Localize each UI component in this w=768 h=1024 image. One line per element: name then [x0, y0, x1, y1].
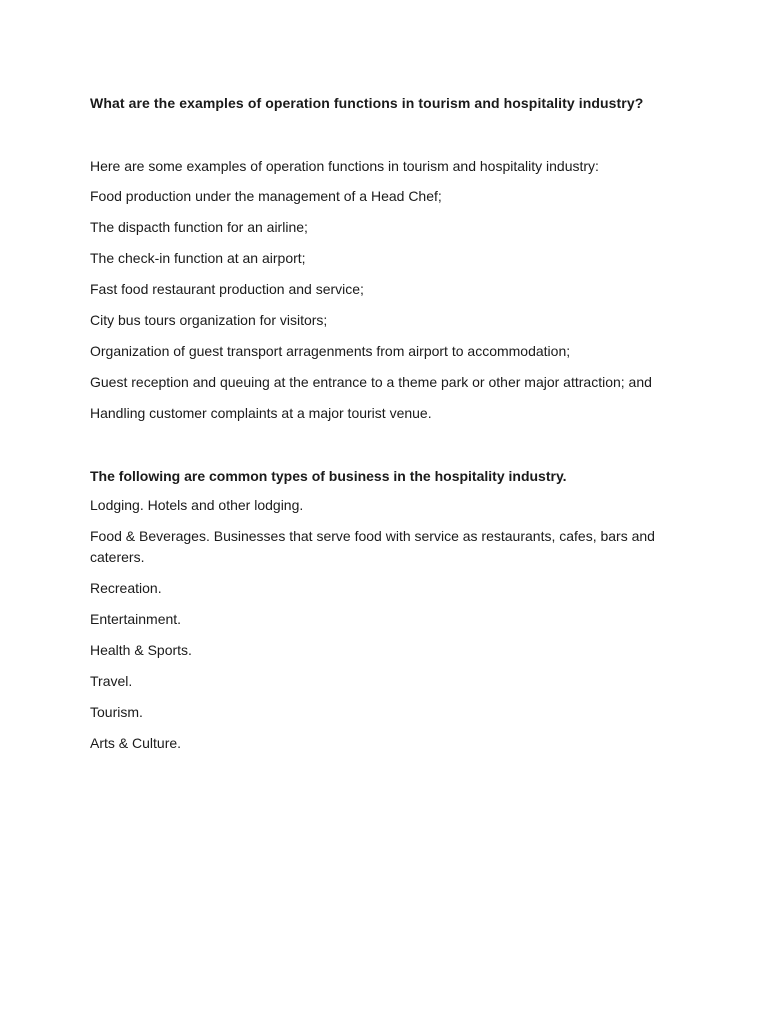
- list-item: Lodging. Hotels and other lodging.: [90, 497, 304, 513]
- list-item: Health & Sports.: [90, 642, 192, 658]
- business-types-list: [90, 495, 678, 754]
- list-item: The check-in function at an airport;: [90, 250, 306, 266]
- list-item: Food & Beverages. Businesses that serve food with service as restaurants, cafes, bars and caterers.: [90, 528, 655, 565]
- list-item: Tourism.: [90, 704, 143, 720]
- list-item: Guest reception and queuing at the entrance to a theme park or other major attraction; and: [90, 374, 652, 390]
- list-item: Recreation.: [90, 580, 162, 596]
- question-heading: What are the examples of operation functions in tourism and hospitality industry?: [90, 95, 644, 111]
- business-types-heading: The following are common types of business in the hospitality industry.: [90, 468, 567, 484]
- list-item: Arts & Culture.: [90, 735, 182, 751]
- list-item: Organization of guest transport arragenments from airport to accommodation;: [90, 343, 571, 359]
- list-item: City bus tours organization for visitors;: [90, 312, 328, 328]
- intro-paragraph: Here are some examples of operation functions in tourism and hospitality industry:: [90, 158, 599, 174]
- list-item: Entertainment.: [90, 611, 182, 627]
- list-item: Fast food restaurant production and service;: [90, 281, 364, 297]
- list-item: Handling customer complaints at a major tourist venue.: [90, 405, 432, 421]
- list-item: Travel.: [90, 673, 133, 689]
- operation-functions-list: [90, 186, 678, 424]
- list-item: Food production under the management of a Head Chef;: [90, 188, 442, 204]
- list-item: The dispacth function for an airline;: [90, 219, 308, 235]
